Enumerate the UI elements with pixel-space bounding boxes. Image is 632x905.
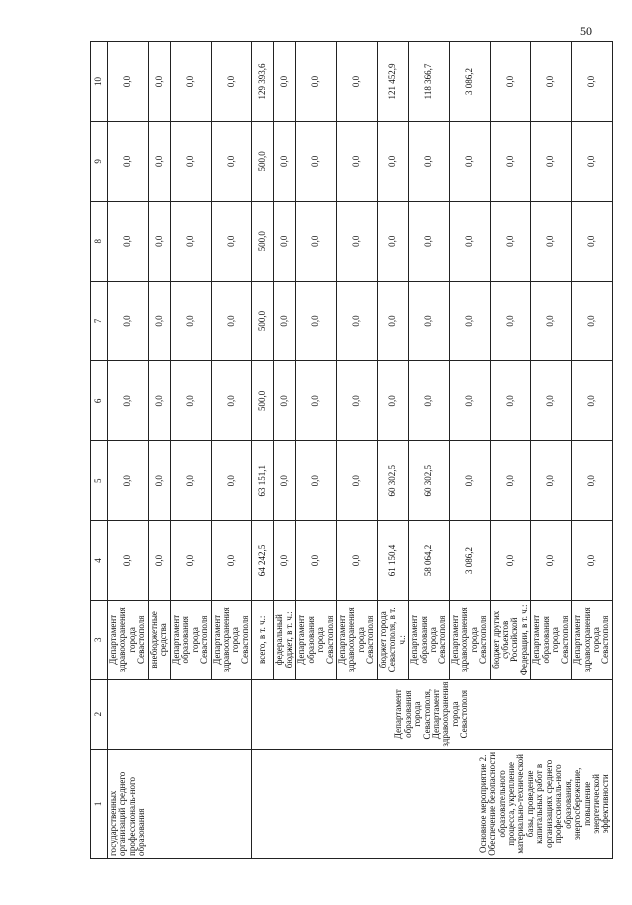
header-cell: 2 — [91, 679, 108, 749]
value-cell: 0,0 — [490, 521, 531, 601]
source-cell: Департамент образования города Севастополя — [409, 600, 450, 679]
value-cell: 60 302,5 — [409, 441, 450, 521]
value-cell: 0,0 — [337, 42, 378, 122]
value-cell: 0,0 — [531, 521, 572, 601]
value-cell: 0,0 — [170, 121, 211, 201]
source-cell: Департамент здравоохранения города Севастополя — [572, 600, 613, 679]
value-cell: 0,0 — [274, 201, 296, 281]
value-cell: 58 064,2 — [409, 521, 450, 601]
source-cell: Департамент здравоохранения города Севастополя — [337, 600, 378, 679]
value-cell: 0,0 — [490, 42, 531, 122]
value-cell: 61 150,4 — [377, 521, 408, 601]
budget-table — [90, 41, 613, 859]
value-cell: 0,0 — [148, 42, 170, 122]
value-cell: 3 086,2 — [449, 521, 490, 601]
value-cell: 0,0 — [296, 121, 337, 201]
value-cell: 0,0 — [148, 441, 170, 521]
value-cell: 0,0 — [296, 521, 337, 601]
header-row — [91, 42, 108, 859]
header-cell: 8 — [91, 201, 108, 281]
value-cell: 0,0 — [108, 121, 149, 201]
value-cell: 0,0 — [274, 42, 296, 122]
source-cell: внебюджетные средства — [148, 600, 170, 679]
value-cell: 0,0 — [148, 521, 170, 601]
value-cell: 3 086,2 — [449, 42, 490, 122]
value-cell: 0,0 — [108, 521, 149, 601]
header-cell: 1 — [91, 749, 108, 858]
value-cell: 0,0 — [572, 361, 613, 441]
measure-description: Основное мероприятие 2. Обеспечение безопасности образовательного процесса, укрепление материально-технической базы, проведение капитальных работ в организациях среднего профессиональ-ного образования, энергосбережение, повышение энергетической эффективности — [252, 749, 613, 858]
value-cell: 121 452,9 — [377, 42, 408, 122]
source-cell: Департамент образования города Севастополя — [170, 600, 211, 679]
value-cell: 0,0 — [531, 121, 572, 201]
value-cell: 0,0 — [572, 521, 613, 601]
table-row — [252, 42, 274, 859]
header-cell: 10 — [91, 42, 108, 122]
value-cell: 0,0 — [337, 281, 378, 361]
value-cell: 500,0 — [252, 281, 274, 361]
value-cell: 0,0 — [490, 281, 531, 361]
value-cell: 0,0 — [449, 281, 490, 361]
value-cell: 0,0 — [108, 42, 149, 122]
value-cell: 0,0 — [274, 121, 296, 201]
value-cell: 0,0 — [377, 201, 408, 281]
value-cell: 0,0 — [108, 281, 149, 361]
value-cell: 0,0 — [572, 281, 613, 361]
header-cell: 6 — [91, 361, 108, 441]
source-cell: Департамент образования города Севастополя — [531, 600, 572, 679]
value-cell: 0,0 — [148, 361, 170, 441]
value-cell: 0,0 — [211, 361, 252, 441]
value-cell: 0,0 — [296, 441, 337, 521]
value-cell: 0,0 — [170, 361, 211, 441]
executor-cell: Департамент образования города Севастополя, Департамент здравоохранения города Севастополя — [252, 679, 613, 749]
value-cell: 0,0 — [337, 441, 378, 521]
value-cell: 0,0 — [449, 441, 490, 521]
value-cell: 0,0 — [531, 281, 572, 361]
value-cell: 0,0 — [274, 361, 296, 441]
header-cell: 9 — [91, 121, 108, 201]
value-cell: 0,0 — [296, 42, 337, 122]
value-cell: 0,0 — [170, 281, 211, 361]
value-cell: 60 302,5 — [377, 441, 408, 521]
value-cell: 0,0 — [296, 361, 337, 441]
value-cell: 0,0 — [211, 201, 252, 281]
value-cell: 0,0 — [211, 521, 252, 601]
value-cell: 0,0 — [148, 121, 170, 201]
value-cell: 0,0 — [490, 201, 531, 281]
value-cell: 0,0 — [337, 201, 378, 281]
header-cell: 7 — [91, 281, 108, 361]
value-cell: 0,0 — [572, 441, 613, 521]
value-cell: 500,0 — [252, 121, 274, 201]
value-cell: 0,0 — [449, 361, 490, 441]
table-row — [108, 42, 149, 859]
value-cell: 0,0 — [377, 361, 408, 441]
value-cell: 0,0 — [170, 521, 211, 601]
value-cell: 0,0 — [572, 42, 613, 122]
value-cell: 500,0 — [252, 361, 274, 441]
page-number: 50 — [580, 24, 592, 38]
value-cell: 0,0 — [337, 121, 378, 201]
value-cell: 0,0 — [449, 201, 490, 281]
value-cell: 0,0 — [377, 121, 408, 201]
value-cell: 0,0 — [531, 441, 572, 521]
value-cell: 63 151,1 — [252, 441, 274, 521]
rotated-table-stage — [90, 41, 611, 859]
value-cell: 0,0 — [170, 201, 211, 281]
value-cell: 0,0 — [490, 121, 531, 201]
value-cell: 0,0 — [296, 281, 337, 361]
value-cell: 0,0 — [572, 121, 613, 201]
value-cell: 118 366,7 — [409, 42, 450, 122]
value-cell: 0,0 — [170, 441, 211, 521]
value-cell: 0,0 — [108, 361, 149, 441]
value-cell: 0,0 — [337, 521, 378, 601]
value-cell: 0,0 — [409, 281, 450, 361]
value-cell: 0,0 — [572, 201, 613, 281]
value-cell: 0,0 — [108, 201, 149, 281]
source-cell: всего, в т. ч.: — [252, 600, 274, 679]
value-cell: 0,0 — [211, 441, 252, 521]
value-cell: 0,0 — [337, 361, 378, 441]
value-cell: 0,0 — [274, 521, 296, 601]
value-cell: 0,0 — [377, 281, 408, 361]
value-cell: 0,0 — [148, 281, 170, 361]
value-cell: 0,0 — [409, 361, 450, 441]
value-cell: 0,0 — [211, 42, 252, 122]
value-cell: 0,0 — [211, 281, 252, 361]
value-cell: 0,0 — [211, 121, 252, 201]
executor-cell — [108, 679, 252, 749]
source-cell: бюджет города Севастополя, в т. ч.: — [377, 600, 408, 679]
source-cell: Департамент здравоохранения города Севастополя — [449, 600, 490, 679]
value-cell: 0,0 — [274, 441, 296, 521]
value-cell: 64 242,5 — [252, 521, 274, 601]
value-cell: 500,0 — [252, 201, 274, 281]
value-cell: 0,0 — [490, 361, 531, 441]
value-cell: 0,0 — [148, 201, 170, 281]
header-cell: 4 — [91, 521, 108, 601]
value-cell: 0,0 — [108, 441, 149, 521]
value-cell: 0,0 — [274, 281, 296, 361]
value-cell: 129 393,6 — [252, 42, 274, 122]
header-cell: 5 — [91, 441, 108, 521]
source-cell: Департамент здравоохранения города Севастополя — [211, 600, 252, 679]
value-cell: 0,0 — [531, 361, 572, 441]
source-cell: федеральный бюджет, в т. ч.: — [274, 600, 296, 679]
value-cell: 0,0 — [409, 121, 450, 201]
value-cell: 0,0 — [296, 201, 337, 281]
value-cell: 0,0 — [531, 201, 572, 281]
header-cell: 3 — [91, 600, 108, 679]
value-cell: 0,0 — [449, 121, 490, 201]
source-cell: бюджет других субъектов Российской Федерации, в т. ч.: — [490, 600, 531, 679]
source-cell: Департамент образования города Севастополя — [296, 600, 337, 679]
measure-description: государственных организаций среднего профессиональ-ного образования — [108, 749, 252, 858]
value-cell: 0,0 — [170, 42, 211, 122]
source-cell: Департамент здравоохранения города Севастополя — [108, 600, 149, 679]
value-cell: 0,0 — [490, 441, 531, 521]
value-cell: 0,0 — [531, 42, 572, 122]
value-cell: 0,0 — [409, 201, 450, 281]
